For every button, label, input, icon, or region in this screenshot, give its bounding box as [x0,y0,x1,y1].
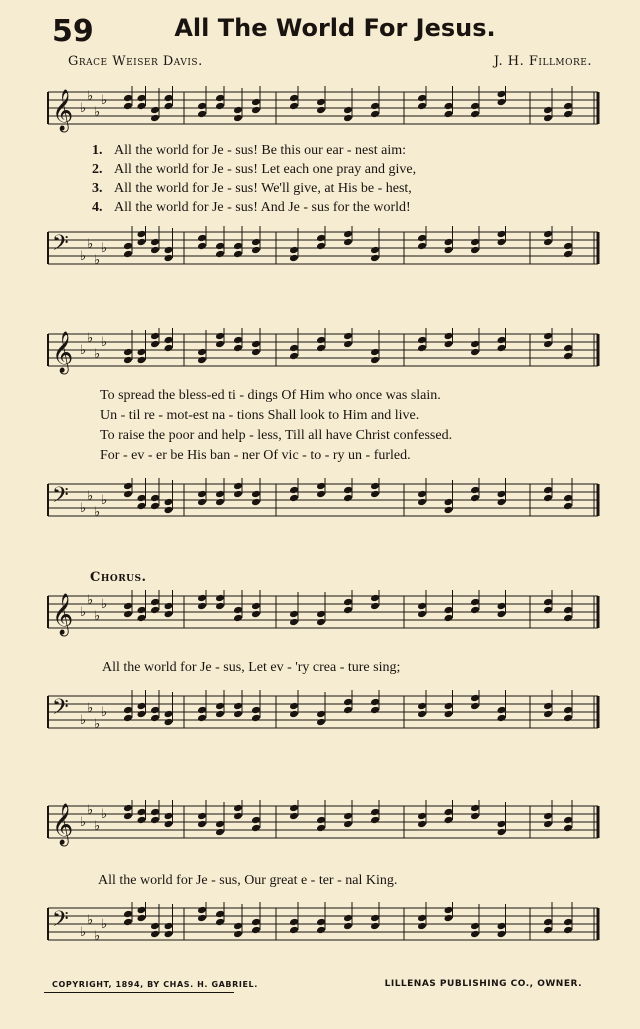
verse-2-line-b: Un - til re - mot-est na - tions Shall look to Him and live. [100,408,420,423]
svg-text:♭: ♭ [80,501,87,516]
svg-text:♭: ♭ [87,701,94,716]
svg-text:♭: ♭ [101,93,108,108]
svg-text:♭: ♭ [94,105,101,120]
chorus-label: Chorus. [90,570,147,585]
treble-staff-2 [44,328,602,378]
chorus-line-1: All the world for Je - sus, Let ev - 'ry crea - ture sing; [102,660,401,675]
svg-text:𝄢: 𝄢 [52,231,69,261]
author-credit: Grace Weiser Davis. [68,54,203,69]
svg-text:♭: ♭ [80,101,87,116]
treble-staff-1 [44,86,602,136]
svg-text:♭: ♭ [80,249,87,264]
svg-text:♭: ♭ [87,593,94,608]
svg-text:♭: ♭ [101,807,108,822]
svg-text:♭: ♭ [87,489,94,504]
verse-3-line-b: To raise the poor and help - less, Till all have Christ confessed. [100,428,453,443]
svg-text:♭: ♭ [87,89,94,104]
treble-staff-3 [44,590,602,640]
verse-4-line-a: 4. All the world for Je - sus! And Je - sus for the world! [92,200,411,215]
svg-text:♭: ♭ [101,917,108,932]
verse-4-line-b: For - ev - er be His ban - ner Of vic - to - ry un - furled. [100,448,411,463]
verse-1-line-a: 1. All the world for Je - sus! Be this our ear - nest aim: [92,143,406,158]
svg-text:♭: ♭ [101,335,108,350]
svg-text:♭: ♭ [94,253,101,268]
svg-text:♭: ♭ [101,597,108,612]
bass-staff-1 [44,226,602,286]
svg-text:♭: ♭ [87,331,94,346]
svg-text:𝄢: 𝄢 [52,483,69,513]
svg-text:♭: ♭ [87,913,94,928]
hymn-title: All The World For Jesus. [174,14,496,42]
svg-text:♭: ♭ [87,237,94,252]
footer-rule [44,992,234,993]
svg-text:♭: ♭ [80,605,87,620]
svg-text:♭: ♭ [87,803,94,818]
svg-text:♭: ♭ [80,713,87,728]
verse-1-line-b: To spread the bless-ed ti - dings Of Him who once was slain. [100,388,441,403]
svg-text:𝄞: 𝄞 [52,90,74,131]
publisher-note: LILLENAS PUBLISHING CO., OWNER. [384,979,582,989]
svg-text:♭: ♭ [94,819,101,834]
svg-text:𝄢: 𝄢 [52,907,69,937]
svg-text:𝄞: 𝄞 [52,594,74,635]
bass-staff-4 [44,902,602,962]
composer-credit: J. H. Fillmore. [493,54,592,69]
bass-staff-3 [44,690,602,750]
svg-text:♭: ♭ [101,493,108,508]
svg-text:♭: ♭ [80,343,87,358]
verse-3-line-a: 3. All the world for Je - sus! We'll give, at His be - hest, [92,181,412,196]
svg-text:𝄢: 𝄢 [52,695,69,725]
svg-text:♭: ♭ [94,929,101,944]
svg-text:♭: ♭ [94,347,101,362]
svg-text:𝄞: 𝄞 [52,332,74,373]
hymn-number: 59 [52,14,94,49]
bass-staff-2 [44,478,602,538]
svg-text:♭: ♭ [101,241,108,256]
svg-text:♭: ♭ [94,505,101,520]
treble-staff-4 [44,800,602,850]
svg-text:♭: ♭ [101,705,108,720]
chorus-line-2: All the world for Je - sus, Our great e - ter - nal King. [98,873,398,888]
svg-text:♭: ♭ [94,609,101,624]
copyright-note: COPYRIGHT, 1894, BY CHAS. H. GABRIEL. [52,980,258,989]
svg-text:♭: ♭ [80,815,87,830]
svg-text:♭: ♭ [94,717,101,732]
svg-text:♭: ♭ [80,925,87,940]
svg-text:𝄞: 𝄞 [52,804,74,845]
verse-2-line-a: 2. All the world for Je - sus! Let each one pray and give, [92,162,417,177]
